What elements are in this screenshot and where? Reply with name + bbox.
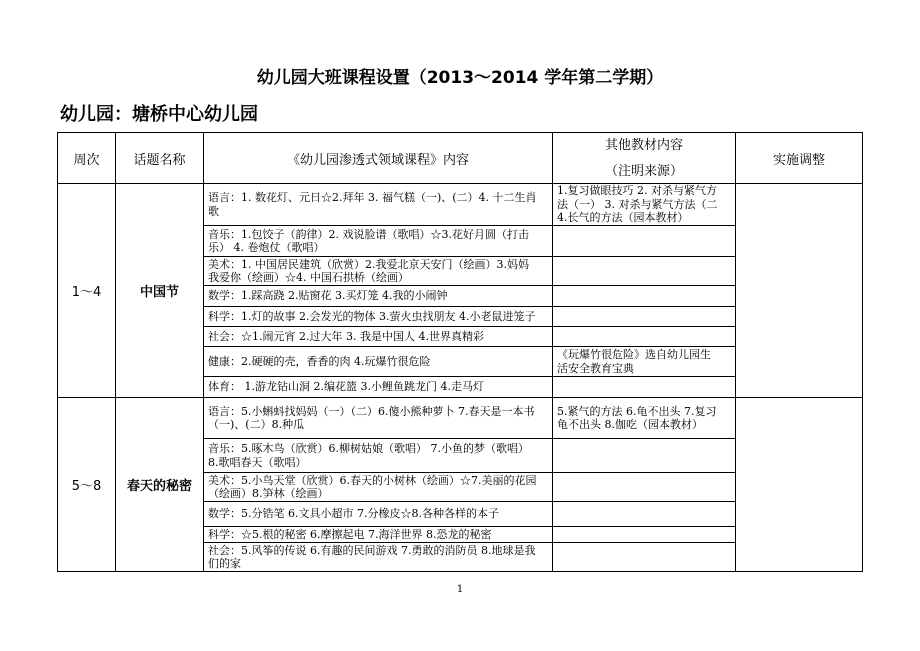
content-line: 美术：5.小鸟天堂（欣赏）6.春天的小树林（绘画）☆7.美丽的花园 — [208, 473, 537, 487]
document-title: 幼儿园大班课程设置（2013～2014 学年第二学期） — [256, 68, 664, 88]
other-material-cell — [553, 286, 736, 307]
header-other-material-note: （注明来源） — [604, 163, 683, 179]
page-number: 1 — [456, 584, 464, 595]
content-line: 科学：☆5.根的秘密 6.摩擦起电 7.海洋世界 8.恐龙的秘密 — [208, 527, 492, 541]
other-material-line: 5.紧气的方法 6.龟不出头 7.复习 — [557, 404, 717, 418]
content-line: （一)、(二）8.种瓜 — [208, 418, 305, 431]
other-material-line: 活安全教育宝典 — [557, 361, 634, 375]
content-cell — [204, 439, 553, 473]
content-line: 我爱你（绘画）☆4. 中国石拱桥（绘画） — [208, 271, 409, 284]
content-line: 数学：1.踩高跷 2.贴窗花 3.买灯笼 4.我的小闹钟 — [208, 289, 448, 303]
content-line: 语言：1. 数花灯、元日☆2.拜年 3. 福气糕（一)、(二）4. 十二生肖 — [208, 191, 537, 204]
other-material-line: 法（一） 3. 对杀与紧气方法（二 — [557, 197, 718, 211]
content-line: 8.歌唱春天（歌唱） — [208, 455, 307, 469]
other-material-cell — [553, 257, 736, 286]
content-cell — [204, 184, 553, 226]
header-other-material-title: 其他教材内容 — [604, 137, 683, 153]
adjustment-cell — [736, 184, 863, 398]
content-line: 科学：1.灯的故事 2.会发光的物体 3.萤火虫找朋友 4.小老鼠进笼子 — [208, 309, 536, 323]
topic-name-cell: 春天的秘密 — [116, 398, 204, 572]
header-content: 《幼儿园渗透式领域课程》内容 — [204, 133, 553, 184]
other-material-line: 《玩爆竹很危险》选自幼儿园生 — [557, 348, 711, 361]
other-material-cell — [553, 347, 736, 377]
content-line: 健康：2.硬硬的壳，香香的肉 4.玩爆竹很危险 — [208, 354, 431, 368]
content-line: 社会：5.风筝的传说 6.有趣的民间游戏 7.勇敢的消防员 8.地球是我 — [208, 543, 536, 557]
content-cell — [204, 473, 553, 502]
curriculum-table — [57, 132, 863, 572]
content-cell — [204, 347, 553, 377]
table-row — [58, 184, 863, 226]
header-week: 周次 — [58, 133, 116, 184]
other-material-cell — [553, 377, 736, 398]
content-cell — [204, 327, 553, 347]
content-line: 们的家 — [208, 557, 241, 570]
header-row — [58, 133, 863, 184]
content-line: 体育： 1.游龙钻山洞 2.编花篮 3.小鲤鱼跳龙门 4.走马灯 — [208, 380, 484, 394]
content-cell — [204, 307, 553, 327]
content-cell — [204, 377, 553, 398]
other-material-line: 4.长气的方法（园本教材） — [557, 211, 689, 225]
other-material-cell — [553, 327, 736, 347]
header-adjustment: 实施调整 — [736, 133, 863, 184]
kindergarten-name: 幼儿园：塘桥中心幼儿园 — [60, 104, 258, 125]
content-line: 美术：1. 中国居民建筑（欣赏）2.我爱北京天安门（绘画）3.妈妈 — [208, 257, 529, 271]
content-line: 音乐：1.包饺子（韵律）2. 戏说脸谱（歌唱）☆3.花好月圆（打击 — [208, 227, 529, 241]
other-material-cell — [553, 439, 736, 473]
content-line: 数学：5.分锆笔 6.文具小超市 7.分橡皮☆8.各种各样的本子 — [208, 507, 499, 521]
other-material-cell — [553, 307, 736, 327]
header-other-material — [553, 133, 736, 184]
content-line: 音乐：5.啄木鸟（欣赏）6.柳树姑娘（歌唱） 7.小鱼的梦（歌唱） — [208, 442, 529, 455]
content-line: 语言：5.小蝌蚪找妈妈（一）（二）6.傻小熊种萝卜 7.春天是一本书 — [208, 404, 535, 418]
week-range-cell: 5～8 — [58, 398, 116, 572]
topic-name-cell: 中国节 — [116, 184, 204, 398]
content-line: 乐） 4. 卷炮仗（歌唱） — [208, 241, 325, 254]
other-material-cell — [553, 184, 736, 226]
content-line: （绘画）8.笋林（绘画） — [208, 487, 329, 500]
content-cell — [204, 502, 553, 527]
table-row — [58, 398, 863, 439]
content-cell — [204, 226, 553, 257]
week-range-cell: 1～4 — [58, 184, 116, 398]
adjustment-cell — [736, 398, 863, 572]
other-material-cell — [553, 226, 736, 257]
content-cell — [204, 543, 553, 572]
content-cell — [204, 257, 553, 286]
other-material-cell — [553, 543, 736, 572]
content-line: 歌 — [208, 204, 219, 218]
content-cell — [204, 398, 553, 439]
other-material-cell — [553, 502, 736, 527]
other-material-cell — [553, 527, 736, 543]
content-cell — [204, 286, 553, 307]
other-material-cell — [553, 398, 736, 439]
content-line: 社会：☆1.闹元宵 2.过大年 3. 我是中国人 4.世界真精彩 — [208, 329, 484, 343]
other-material-cell — [553, 473, 736, 502]
content-cell — [204, 527, 553, 543]
header-topic: 话题名称 — [116, 133, 204, 184]
other-material-line: 1.复习做眼技巧 2. 对杀与紧气方 — [557, 184, 717, 198]
other-material-line: 龟不出头 8.伽吃（园本教材） — [557, 418, 703, 431]
